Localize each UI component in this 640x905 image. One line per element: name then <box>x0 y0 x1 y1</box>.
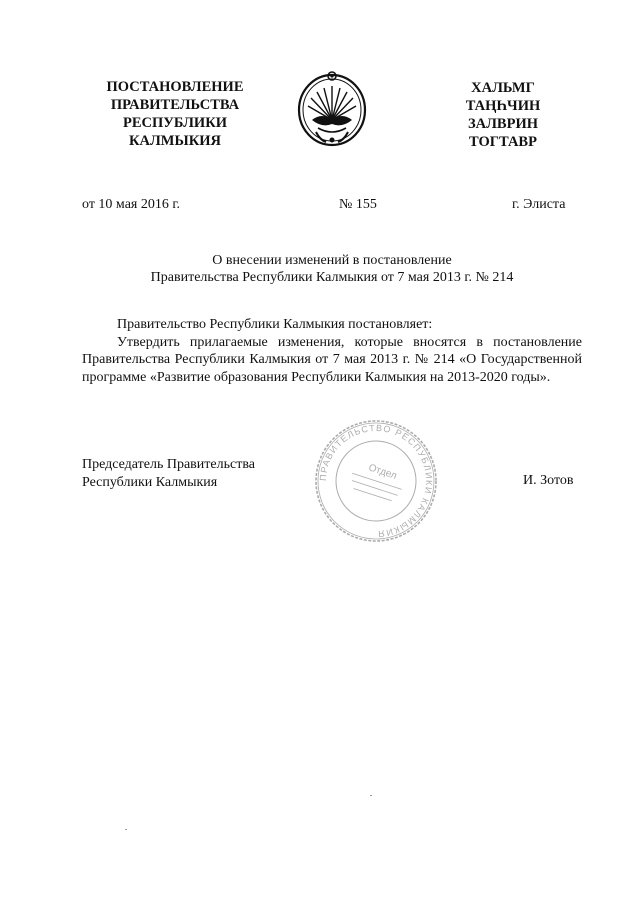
header-left-line: КАЛМЫКИЯ <box>129 133 221 149</box>
header-right-line: ТАҢҺЧИН <box>465 98 541 114</box>
document-title-line: О внесении изменений в постановление <box>212 253 452 268</box>
header-left-line: РЕСПУБЛИКИ <box>122 115 228 131</box>
signer-name: И. Зотов <box>523 473 574 488</box>
official-seal-icon <box>313 418 439 544</box>
header-right-line: ТОГТАВР <box>469 134 537 150</box>
document-number: № 155 <box>339 197 377 212</box>
signer-position-line: Республики Калмыкия <box>82 474 218 490</box>
header-right-title <box>448 79 558 151</box>
document-body <box>82 316 582 386</box>
header-left-line: ПРАВИТЕЛЬСТВА <box>110 97 240 113</box>
header-left-title <box>95 78 255 150</box>
document-date: от 10 мая 2016 г. <box>82 197 181 212</box>
scan-speck <box>125 829 127 830</box>
signer-position-line: Председатель Правительства <box>82 457 255 472</box>
header-left-line: ПОСТАНОВЛЕНИЕ <box>106 79 244 95</box>
scan-speck <box>370 795 372 796</box>
header-right-line: ХАЛЬМГ <box>471 80 535 96</box>
body-paragraph: Утвердить прилагаемые изменения, которые вносятся в постановление Правительства Республики Калмыкия от 7 мая 2013 г. № 214 «О Государственной программе «Развитие образования Республики Калмыкия на 2013-2020 годы». <box>82 334 582 385</box>
seal-outer-text: ПРАВИТЕЛЬСТВО РЕСПУБЛИКИ КАЛМЫКИЯ <box>317 422 435 540</box>
signer-position <box>82 456 255 491</box>
document-title <box>82 252 582 286</box>
header-right-line: ЗАЛВРИН <box>467 116 538 132</box>
seal-inner-text: Отдел <box>367 462 399 482</box>
body-paragraph: Правительство Республики Калмыкия постановляет: <box>117 317 433 332</box>
kalmykia-emblem-icon <box>296 70 368 148</box>
document-title-line: Правительства Республики Калмыкия от 7 мая 2013 г. № 214 <box>150 270 514 285</box>
document-city: г. Элиста <box>512 197 566 212</box>
